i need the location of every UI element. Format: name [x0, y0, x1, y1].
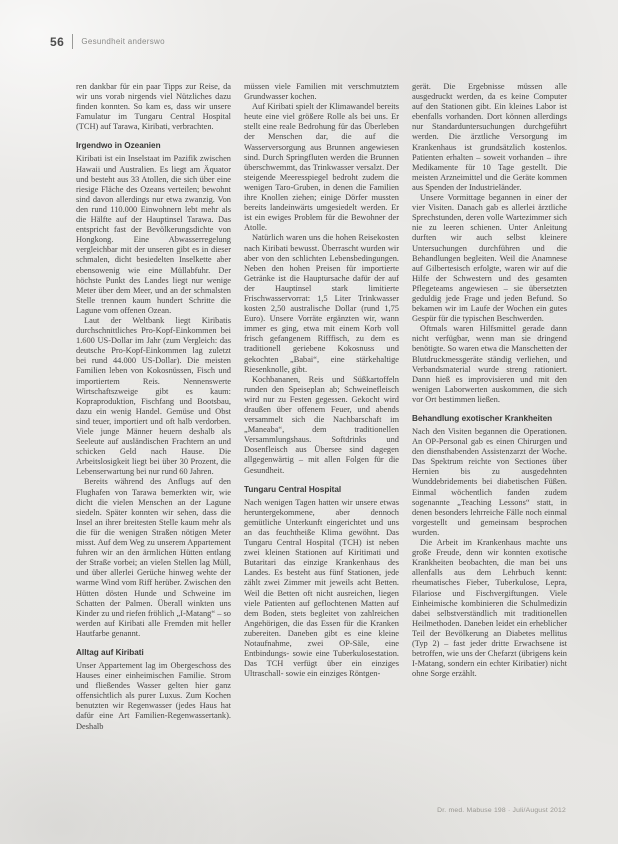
paragraph: Die Arbeit im Krankenhaus machte uns große Freude, denn wir konnten exotische Krankheiten beobachten, die man bei uns allenfalls aus dem Lehrbuch kennt: rheumatisches Fieber, Tuberkulose, Lepra, Filariose und Fischvergiftungen. Viele Einheimische kombinieren die Schulmedizin dabei selbstverständlich mit traditionellen Heilmethoden. Daneben leidet ein erheblicher Teil der Bevölkerung an Diabetes mellitus (Typ 2) – fast jeder dritte Erwachsene ist betroffen, wie uns der Chefarzt (übrigens kein I-Matang, sondern ein echter Kiribatier) nicht ohne Sorge erzählt.: [412, 538, 567, 679]
paragraph: Auf Kiribati spielt der Klimawandel bereits heute eine viel größere Rolle als bei uns. Er stellt eine reale Bedrohung für das Überleben der Menschen dar, die auf die Wasserversorgung aus Brunnen angewiesen sind. Durch Springfluten werden die Brunnen überschwemmt, das Trinkwasser versalzt. Der steigende Meeresspiegel bedroht zudem die wenigen Taro-Gruben, in denen die Familien ihre Knollen ziehen; einige Dörfer mussten bereits landeinwärts umgesiedelt werden. Er ist ein ewiges Problem für die Bewohner der Atolle.: [244, 102, 399, 233]
page-number: 56: [50, 34, 65, 49]
page-footer: [437, 807, 566, 814]
article-body: [76, 82, 568, 732]
text-column-1: [76, 82, 231, 732]
section-heading: Irgendwo in Ozeanien: [76, 141, 161, 151]
footer-citation: Dr. med. Mabuse 198 · Juli/August 2012: [437, 807, 566, 814]
paragraph: ren dankbar für ein paar Tipps zur Reise, da wir uns vorab nirgends viel Nützliches dazu finden konnten. So kam es, dass wir unsere Famulatur im Tungaru Central Hospital (TCH) auf Tarawa, Kiribati, verbrachten.: [76, 82, 231, 132]
section-heading: Tungaru Central Hospital: [244, 484, 342, 494]
paragraph: Nach wenigen Tagen hatten wir unsere etwas heruntergekommene, aber dennoch gemütliche Unterkunft eingerichtet und uns an das feuchtheiße Klima gewöhnt. Das Tungaru Central Hospital (TCH) ist neben zwei kleinen Stationen auf Kiritimati und Butaritari das einzige Krankenhaus des Landes. Es besteht aus fünf Stationen, jede zählt zwei Zimmer mit jeweils acht Betten. Weil die Betten oft nicht ausreichen, liegen viele Patienten auf geflochtenen Matten auf dem Boden, stets begleitet von zahlreichen Angehörigen, die das Essen für die Kranken zubereiten. Daneben gibt es eine kleine Notaufnahme, zwei OP-Säle, eine Entbindungs- sowie eine Tuberkulosestation. Das TCH verfügt über ein einziges Ultraschall- sowie ein einziges Röntgen-: [244, 497, 399, 679]
text-column-3: [412, 82, 567, 732]
page-header: [50, 34, 165, 49]
paragraph: Kiribati ist ein Inselstaat im Pazifik zwischen Hawaii und Australien. Es liegt am Äquator und besteht aus 33 Atollen, die sich über eine riesige Fläche des Ozeans verteilen; bewohnt sind davon allerdings nur etwa zwanzig. Von den rund 110.000 Einwohnern lebt mehr als die Hälfte auf der Hauptinsel Tarawa. Das entspricht fast der Bevölkerungsdichte von Hongkong. Eine Abwasserregelung vergleichbar mit der unseren gibt es in dieser schmalen, dicht besiedelten Inselkette aber ebensowenig wie eine Müllabfuhr. Der höchste Punkt des Landes liegt nur wenige Meter über dem Meer, und an der schmalsten Stelle trennen kaum hundert Schritte die Lagune vom offenen Ozean.: [76, 154, 231, 315]
paragraph: Oftmals waren Hilfsmittel gerade dann nicht verfügbar, wenn man sie dringend benötigte. So waren etwa die Manschetten der Blutdruckmessgeräte ständig verliehen, und Verbandsmaterial wurde streng rationiert. Dann hieß es improvisieren und mit den wenigen Laborwerten auskommen, die sich vor Ort bestimmen ließen.: [412, 324, 567, 404]
section-heading: Alltag auf Kiribati: [76, 647, 144, 657]
paragraph: gerät. Die Ergebnisse müssen alle ausgedruckt werden, da es keine Computer auf den Stationen gibt. Ein kleines Labor ist ebenfalls vorhanden. Dort können allerdings nur Standarduntersuchungen durchgeführt werden. Die ärztliche Versorgung im Krankenhaus ist grundsätzlich kostenlos. Patienten erhalten – soweit vorhanden – ihre Medikamente für 10 Tage gestellt. Die meisten Arzneimittel und die Geräte kommen aus Spenden der Industrieländer.: [412, 82, 567, 192]
header-divider: [72, 34, 73, 49]
paragraph: Nach den Visiten begannen die Operationen. An OP-Personal gab es einen Chirurgen und den diensthabenden Assistenzarzt der Woche. Das Spektrum reichte von Sectiones über Hernien bis zu ausgedehnten Wunddebridements bei diabetischen Füßen. Einmal wöchentlich fanden zudem sogenannte „Teaching Lessons“ statt, in denen besonders lehrreiche Fälle noch einmal vorgestellt und gemeinsam besprochen wurden.: [412, 427, 567, 537]
paragraph: Bereits während des Anflugs auf den Flughafen von Tarawa bemerkten wir, wie dicht die vielen Menschen an der Lagune siedeln. Später konnten wir sehen, dass die Insel an ihrer breitesten Stelle kaum mehr als die für die wenigen Straßen nötigen Meter misst. Auf dem Weg zu unserem Appartement fuhren wir an den ärmlichen Hütten entlang der Straße vorbei; an vielen Stellen lag Müll, und über allerlei Gerüche hinweg wehte der warme Wind vom Riff herüber. Zwischen den Hütten dösten Hunde und Schweine im Schatten der Palmen. Überall winkten uns Kinder zu und riefen fröhlich „I-Matang“ – so werden auf Kiribati alle Fremden mit heller Hautfarbe genannt.: [76, 477, 231, 638]
paragraph: Natürlich waren uns die hohen Reisekosten nach Kiribati bewusst. Überrascht wurden wir aber von den schlichten Lebensbedingungen. Neben den hohen Preisen für importierte Getränke ist die Hauptursache dafür der auf der Hauptinsel stark limitierte Frischwasservorrat: 1,5 Liter Trinkwasser kosten 2,50 australische Dollar (rund 1,75 Euro). Unsere Vorräte ergänzten wir, wann immer es ging, etwa mit einem Korb voll frisch gefangenem Rifffisch, zu dem es traditionell geriebene Kokosnuss und gekochten „Babai“, eine stärkehaltige Riesenknolle, gibt.: [244, 233, 399, 374]
paragraph: Unser Appartement lag im Obergeschoss des Hauses einer einheimischen Familie. Strom und fließendes Wasser gelten hier ganz offensichtlich als purer Luxus. Zum Kochen benutzten wir Regenwasser (jedes Haus hat dafür eine Art Familien-Regenwassertank). Deshalb: [76, 660, 231, 731]
paragraph: Kochbananen, Reis und Süßkartoffeln runden den Speiseplan ab; Schweinefleisch wird nur zu Festen gegessen. Gekocht wird draußen über offenem Feuer, und abends versammelt sich die Nachbarschaft im „Maneaba“, dem traditionellen Versammlungshaus. Softdrinks und Dosenfleisch aus Übersee sind dagegen allgegenwärtig – mit allen Folgen für die Gesundheit.: [244, 374, 399, 475]
paragraph: Laut der Weltbank liegt Kiribatis durchschnittliches Pro-Kopf-Einkommen bei 1.600 US-Dollar im Jahr (zum Vergleich: das deutsche Pro-Kopf-Einkommen lag zuletzt bei rund 44.000 US-Dollar). Die meisten Familien leben von Kokosnüssen, Fisch und importiertem Reis. Nennenswerte Wirtschaftszweige gibt es kaum: Kopraproduktion, Fischfang und Bootsbau, dazu ein wenig Handel. Gemüse und Obst sind teuer, importiert und oft halb verdorben. Viele junge Männer heuern deshalb als Seeleute auf ausländischen Frachtern an und schicken Geld nach Hause. Die Arbeitslosigkeit liegt bei über 30 Prozent, die Lebenserwartung bei nur rund 60 Jahren.: [76, 315, 231, 477]
text-column-2: [244, 82, 399, 732]
paragraph: Unsere Vormittage begannen in einer der vier Visiten. Danach gab es allerlei ärztliche Sprechstunden, deren volle Wartezimmer sich nie zu leeren schienen. Unter Anleitung durften wir auch selbst kleinere Untersuchungen durchführen und die Behandlungen begleiten. Weil die Anamnese auf Gilbertesisch erfolgte, waren wir auf die Hilfe der Schwestern und des gesamten Pflegeteams angewiesen – sie übersetzten geduldig jede Frage und jeden Befund. So bekamen wir im Laufe der Wochen ein gutes Gespür für die typischen Beschwerden.: [412, 193, 567, 324]
paragraph: müssen viele Familien mit verschmutztem Grundwasser kochen.: [244, 82, 399, 102]
rubric-title: Gesundheit anderswo: [81, 37, 165, 46]
section-heading: Behandlung exotischer Krankheiten: [412, 414, 553, 423]
